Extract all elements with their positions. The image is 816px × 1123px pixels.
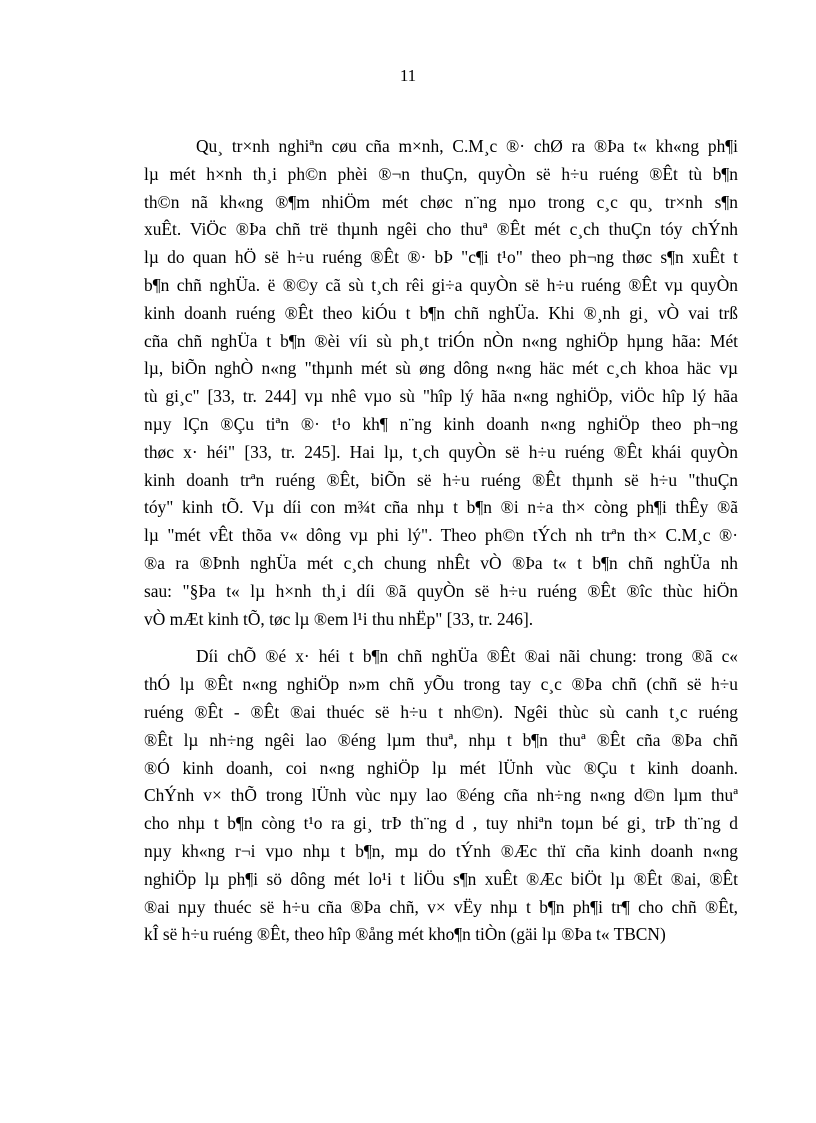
text-line: lµ, biÕn nghÒ n«ng "thµnh mét sù øng dông n«ng häc mét c¸ch khoa häc vµ bbox=[144, 358, 738, 379]
page-number: 11 bbox=[399, 66, 417, 85]
text-line: th©n nã kh«ng ®¶m nhiÖm mét chøc n¨ng nµo trong c¸c qu¸ tr×nh s¶n bbox=[144, 191, 738, 212]
text-line: tóy" kinh tÕ. Vµ díi con m¾t cña nhµ t b¶n ®i n÷a th× còng ph¶i thÊy ®ã bbox=[144, 497, 738, 518]
text-line: kinh doanh trªn ruéng ®Êt, biÕn së h÷u ruéng ®Êt thµnh së h÷u "thuÇn bbox=[144, 469, 738, 490]
text-line: ®ai nµy thuéc së h÷u cña ®Þa chñ, v× vËy nhµ t b¶n ph¶i tr¶ cho chñ ®Êt, bbox=[144, 896, 738, 917]
text-line: lµ do quan hÖ së h÷u ruéng ®Êt ®· bÞ "c¶i t¹o" theo ph¬ng thøc s¶n xuÊt t bbox=[144, 247, 738, 268]
paragraph-gap bbox=[144, 633, 738, 643]
paragraph bbox=[144, 133, 738, 633]
text-line: thÓ lµ ®Êt n«ng nghiÖp n»m chñ yÕu trong tay c¸c ®Þa chñ (chñ së h÷u bbox=[144, 674, 738, 695]
text-line: nµy kh«ng r¬i vµo nhµ t b¶n, mµ do tÝnh ®Æc thï cña kinh doanh n«ng bbox=[144, 840, 738, 861]
text-line: ruéng ®Êt - ®Êt ®ai thuéc së h÷u t nh©n). Ngêi thùc sù canh t¸c ruéng bbox=[144, 701, 738, 722]
text-line: kÎ së h÷u ruéng ®Êt, theo hîp ®ång mét kho¶n tiÒn (gäi lµ ®Þa t« TBCN) bbox=[144, 924, 666, 945]
text-line: ®a ra ®Þnh nghÜa mét c¸ch chung nhÊt vÒ ®Þa t« t b¶n chñ nghÜa nh bbox=[144, 552, 738, 573]
paragraph bbox=[144, 643, 738, 949]
text-line: nµy lÇn ®Çu tiªn ®· t¹o kh¶ n¨ng kinh doanh n«ng nghiÖp theo ph¬ng bbox=[144, 413, 738, 434]
body-text bbox=[144, 133, 738, 949]
text-line: Qu¸ tr×nh nghiªn cøu cña m×nh, C.M¸c ®· chØ ra ®Þa t« kh«ng ph¶i bbox=[196, 136, 738, 156]
text-line: lµ "mét vÊt thõa v« dông vµ phi lý". Theo ph©n tÝch nh trªn th× C.M¸c ®· bbox=[144, 525, 738, 546]
text-line: nghiÖp lµ ph¶i sö dông mét lo¹i t liÖu s¶n xuÊt ®Æc biÖt lµ ®Êt ®ai, ®Êt bbox=[144, 868, 738, 889]
paragraph-container bbox=[144, 133, 738, 949]
text-line: vÒ mÆt kinh tÕ, tøc lµ ®em l¹i thu nhËp" [33, tr. 246]. bbox=[144, 608, 534, 629]
text-line: thøc x· héi" [33, tr. 245]. Hai lµ, t¸ch quyÒn së h÷u ruéng ®Êt khái quyÒn bbox=[144, 441, 738, 462]
text-line: sau: "§Þa t« lµ h×nh th¸i díi ®ã quyÒn së h÷u ruéng ®Êt ®îc thùc hiÖn bbox=[144, 580, 738, 601]
text-line: xuÊt. ViÖc ®Þa chñ trë thµnh ngêi cho thuª ®Êt mét c¸ch thuÇn tóy chÝnh bbox=[144, 219, 738, 240]
text-line: ®Ó kinh doanh, coi n«ng nghiÖp lµ mét lÜnh vùc ®Çu t kinh doanh. bbox=[144, 757, 738, 778]
text-line: cho nhµ t b¶n còng t¹o ra gi¸ trÞ th¨ng d , tuy nhiªn toµn bé gi¸ trÞ th¨ng d bbox=[144, 813, 738, 834]
text-line: b¶n chñ nghÜa. ë ®©y cã sù t¸ch rêi gi÷a quyÒn së h÷u ruéng ®Êt vµ quyÒn bbox=[144, 274, 738, 295]
text-line: Díi chÕ ®é x· héi t b¶n chñ nghÜa ®Êt ®ai nãi chung: trong ®ã c« bbox=[196, 646, 738, 667]
text-line: tù gi¸c" [33, tr. 244] vµ nhê vµo sù "hîp lý hãa n«ng nghiÖp, viÖc hîp lý hãa bbox=[144, 386, 738, 407]
text-line: lµ mét h×nh th¸i ph©n phèi ®¬n thuÇn, quyÒn së h÷u ruéng ®Êt tù b¶n bbox=[144, 163, 738, 184]
text-line: ChÝnh v× thÕ trong lÜnh vùc nµy lao ®éng cña nh÷ng n«ng d©n lµm thuª bbox=[144, 785, 738, 806]
text-line: kinh doanh ruéng ®Êt theo kiÓu t b¶n chñ nghÜa. Khi ®¸nh gi¸ vÒ vai trß bbox=[144, 302, 738, 323]
text-line: cña chñ nghÜa t b¶n ®èi víi sù ph¸t triÓn nÒn n«ng nghiÖp hµng hãa: Mét bbox=[144, 330, 738, 351]
text-line: ®Êt lµ nh÷ng ngêi lao ®éng lµm thuª, nhµ t b¶n thuª ®Êt cña ®Þa chñ bbox=[144, 729, 738, 750]
